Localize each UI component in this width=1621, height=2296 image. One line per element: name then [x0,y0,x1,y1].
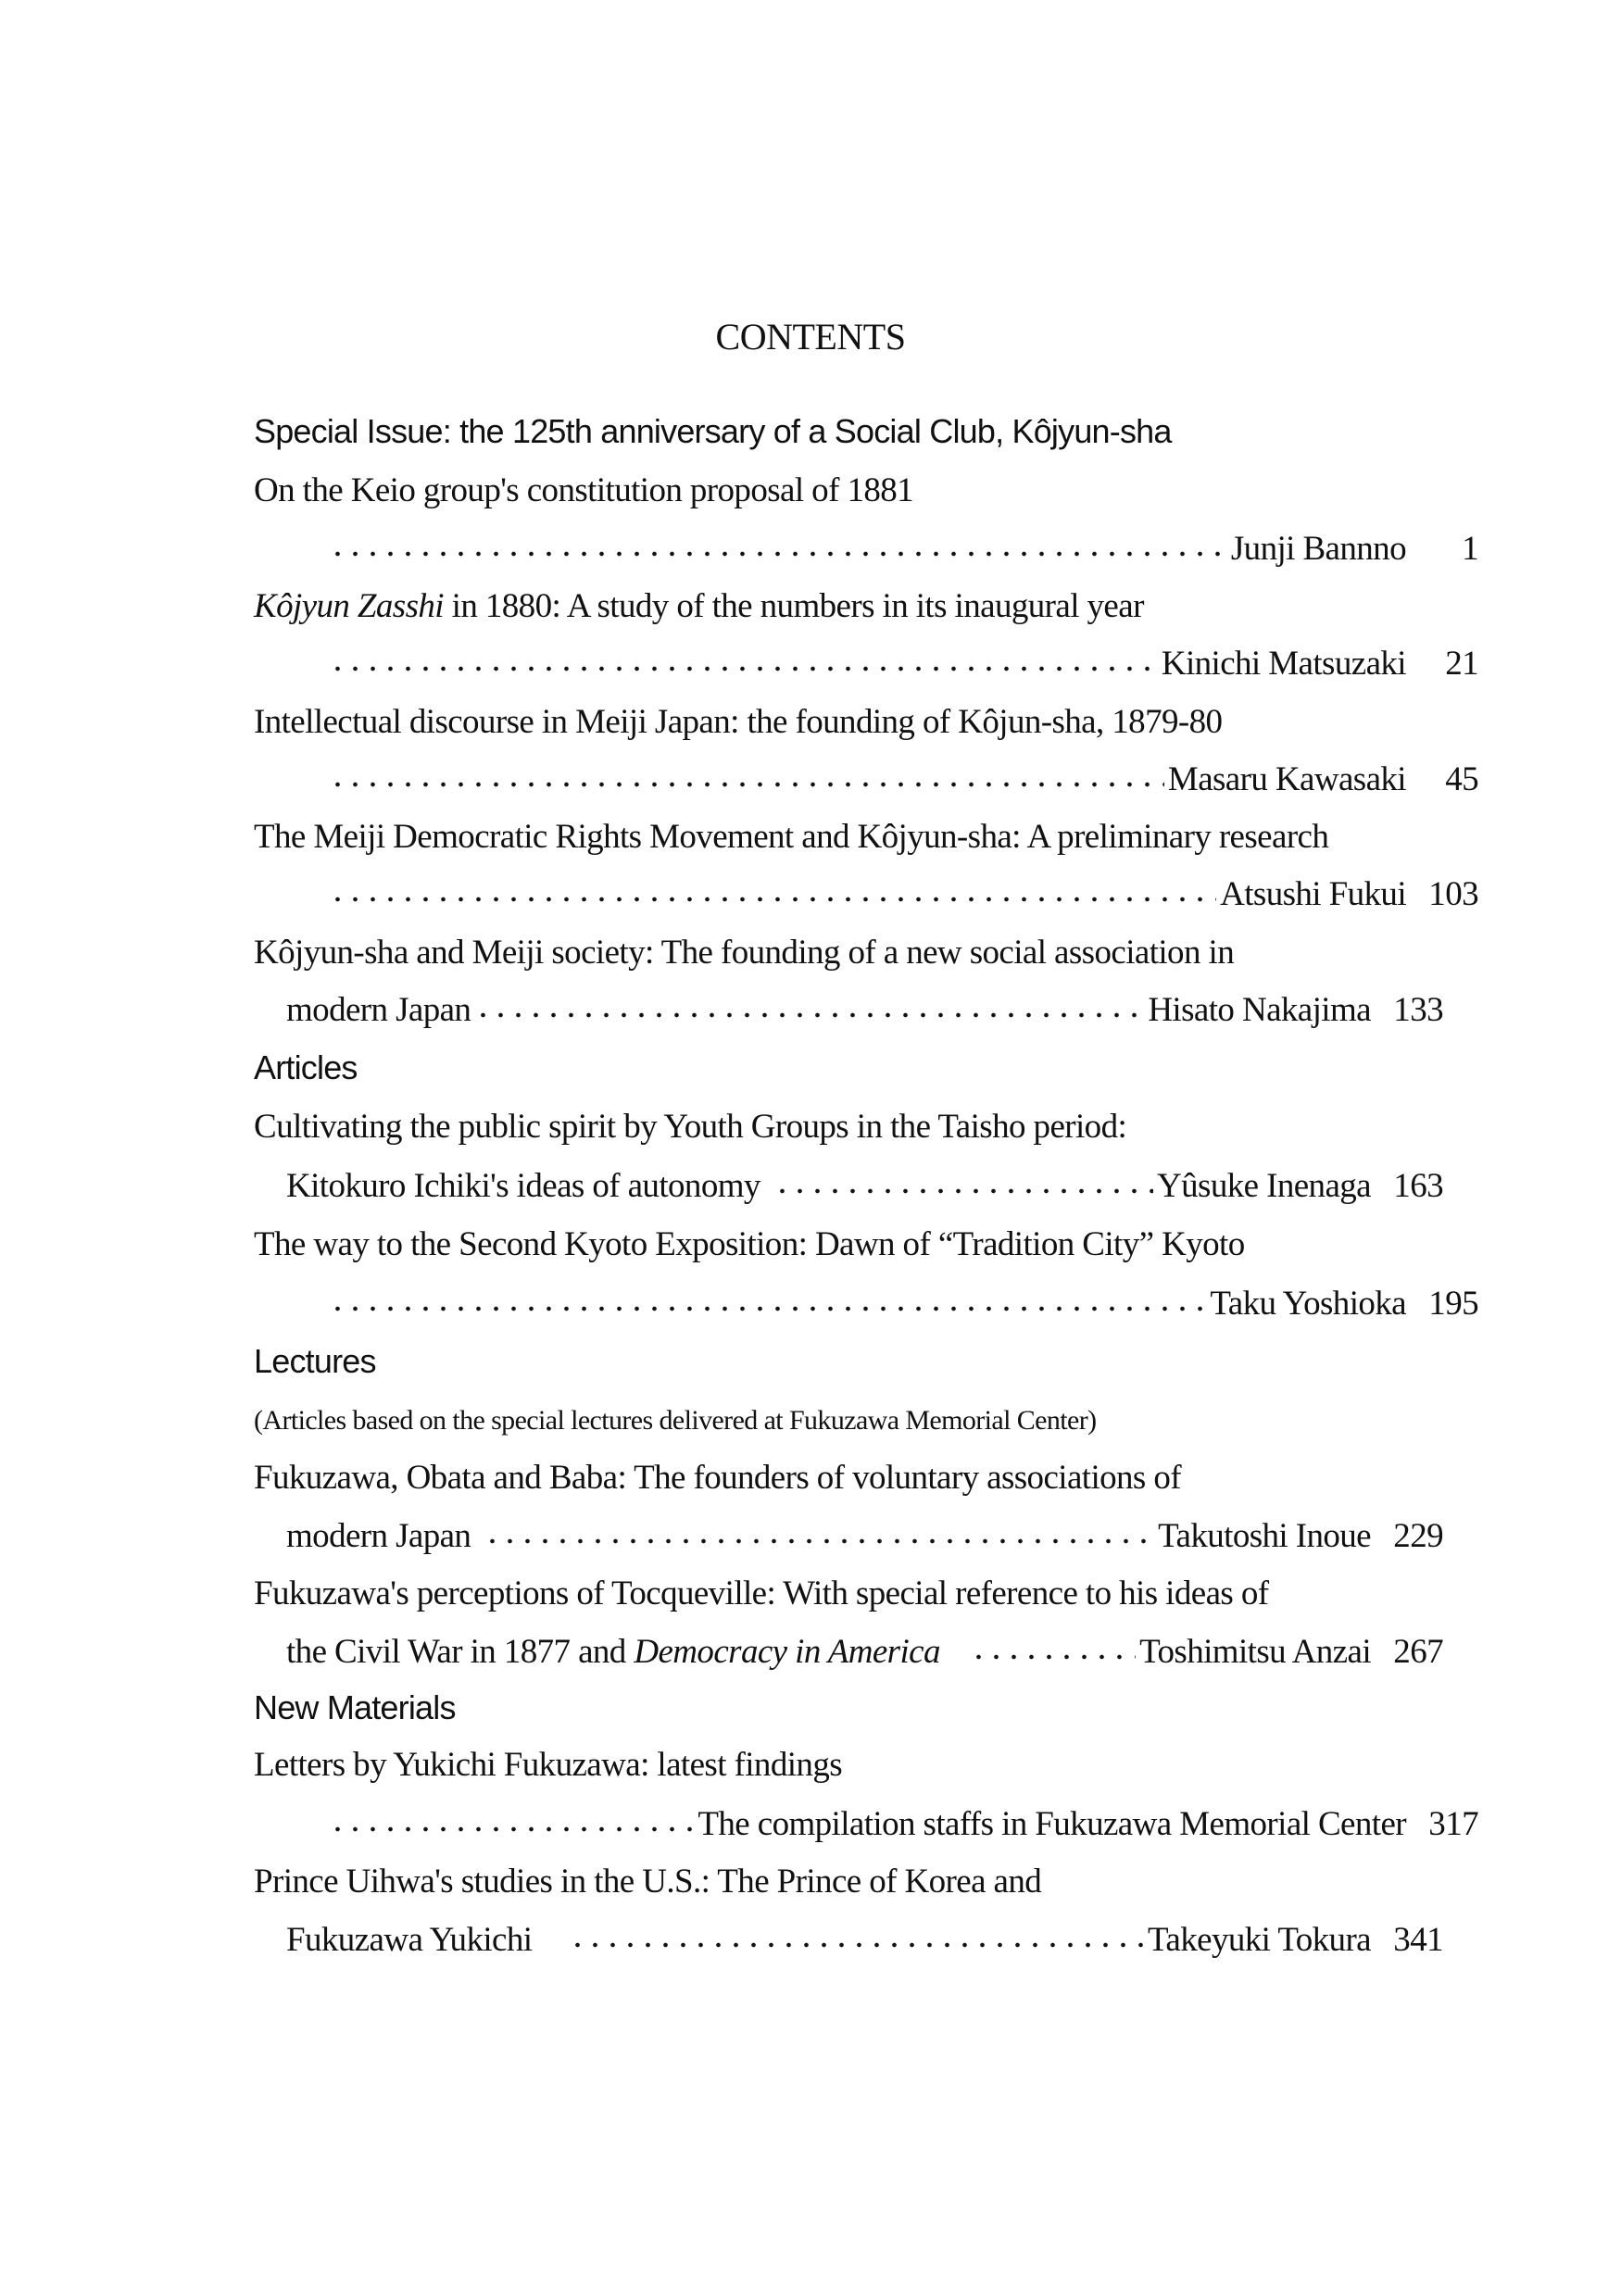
entry-author: Toshimitsu Anzai [1139,1633,1371,1671]
entry-author: Masaru Kawasaki [1167,760,1406,798]
entry-title-continued: Kitokuro Ichiki's ideas of autonomy [286,1167,760,1205]
entry-title: The Meiji Democratic Rights Movement and Kôjyun-sha: A preliminary research [254,818,1329,856]
toc-entry-leader[interactable] [254,866,1478,923]
entry-author: Takutoshi Inoue [1158,1517,1371,1555]
entry-page: 195 [1428,1285,1478,1323]
section-heading-articles: Articles [254,1048,358,1086]
dot-leader [474,982,1144,1039]
entry-page: 341 [1393,1921,1443,1959]
entry-page: 45 [1445,760,1478,798]
entry-page: 317 [1428,1805,1478,1843]
entry-title: Cultivating the public spirit by Youth Groups in the Taisho period: [254,1108,1127,1146]
entry-title-continued: modern Japan [286,1517,471,1555]
dot-leader [329,866,1216,923]
entry-page: 1 [1462,530,1478,568]
entry-title: Fukuzawa, Obata and Baba: The founders of voluntary associations of [254,1459,1182,1497]
section-heading-lectures: Lectures [254,1342,376,1380]
entry-title: Kôjyun-sha and Meiji society: The founding of a new social association in [254,934,1235,972]
entry-page: 21 [1445,645,1478,683]
entry-title: The way to the Second Kyoto Exposition: Dawn of “Tradition City” Kyoto [254,1225,1245,1263]
entry-page: 133 [1393,991,1443,1029]
dot-leader [329,1275,1206,1333]
entry-page: 229 [1393,1517,1443,1555]
page-title: CONTENTS [715,316,906,358]
toc-entry-leader[interactable] [254,1624,1443,1681]
toc-entry-leader[interactable] [254,1275,1478,1333]
entry-author: Atsushi Fukui [1220,875,1406,913]
toc-entry-leader[interactable] [254,521,1478,578]
toc-entry-leader[interactable] [254,751,1478,809]
toc-entry-leader[interactable] [254,1508,1443,1565]
toc-entry-leader[interactable] [254,982,1443,1039]
entry-title-continued: the Civil War in 1877 and [286,1633,635,1671]
entry-author: Kinichi Matsuzaki [1161,645,1406,683]
entry-title: On the Keio group's constitution proposal of 1881 [254,471,914,509]
entry-title-rest: in 1880: A study of the numbers in its inaugural year [444,587,1144,625]
entry-author: Taku Yoshioka [1210,1285,1406,1323]
dot-leader [569,1912,1144,1969]
dot-leader [329,751,1164,809]
dot-leader [773,1158,1153,1215]
entry-title: Fukuzawa's perceptions of Tocqueville: With special reference to his ideas of [254,1575,1269,1612]
entry-author: Junji Bannno [1230,530,1406,568]
section-note: (Articles based on the special lectures delivered at Fukuzawa Memorial Center) [254,1405,1097,1436]
entry-title-continued: modern Japan [286,991,471,1029]
entry-title-continued: Fukuzawa Yukichi [286,1921,533,1959]
entry-page: 267 [1393,1633,1443,1671]
dot-leader [329,635,1158,693]
section-heading-new-materials: New Materials [254,1688,456,1726]
entry-title-italic: Kôjyun Zasshi [254,587,444,625]
toc-entry-leader[interactable] [254,1796,1478,1853]
dot-leader [329,521,1227,578]
toc-entry-leader[interactable] [254,1912,1443,1969]
dot-leader [484,1508,1154,1565]
entry-author: Yûsuke Inenaga [1157,1167,1371,1205]
entry-page: 163 [1393,1167,1443,1205]
entry-page: 103 [1428,875,1478,913]
entry-author: Takeyuki Tokura [1148,1921,1371,1959]
dot-leader [970,1624,1136,1681]
entry-title: Letters by Yukichi Fukuzawa: latest findings [254,1746,843,1784]
entry-title [254,578,1411,635]
section-heading-special-issue: Special Issue: the 125th anniversary of a Social Club, Kôjyun-sha [254,412,1172,450]
entry-author: Hisato Nakajima [1148,991,1371,1029]
entry-title: Intellectual discourse in Meiji Japan: the founding of Kôjun-sha, 1879-80 [254,703,1223,741]
entry-title: Prince Uihwa's studies in the U.S.: The Prince of Korea and [254,1863,1042,1901]
dot-leader [329,1796,694,1853]
entry-author: The compilation staffs in Fukuzawa Memorial Center [697,1805,1406,1843]
toc-entry-leader[interactable] [254,635,1478,693]
toc-entry-leader[interactable] [254,1158,1443,1215]
entry-title-italic: Democracy in America [634,1633,940,1671]
